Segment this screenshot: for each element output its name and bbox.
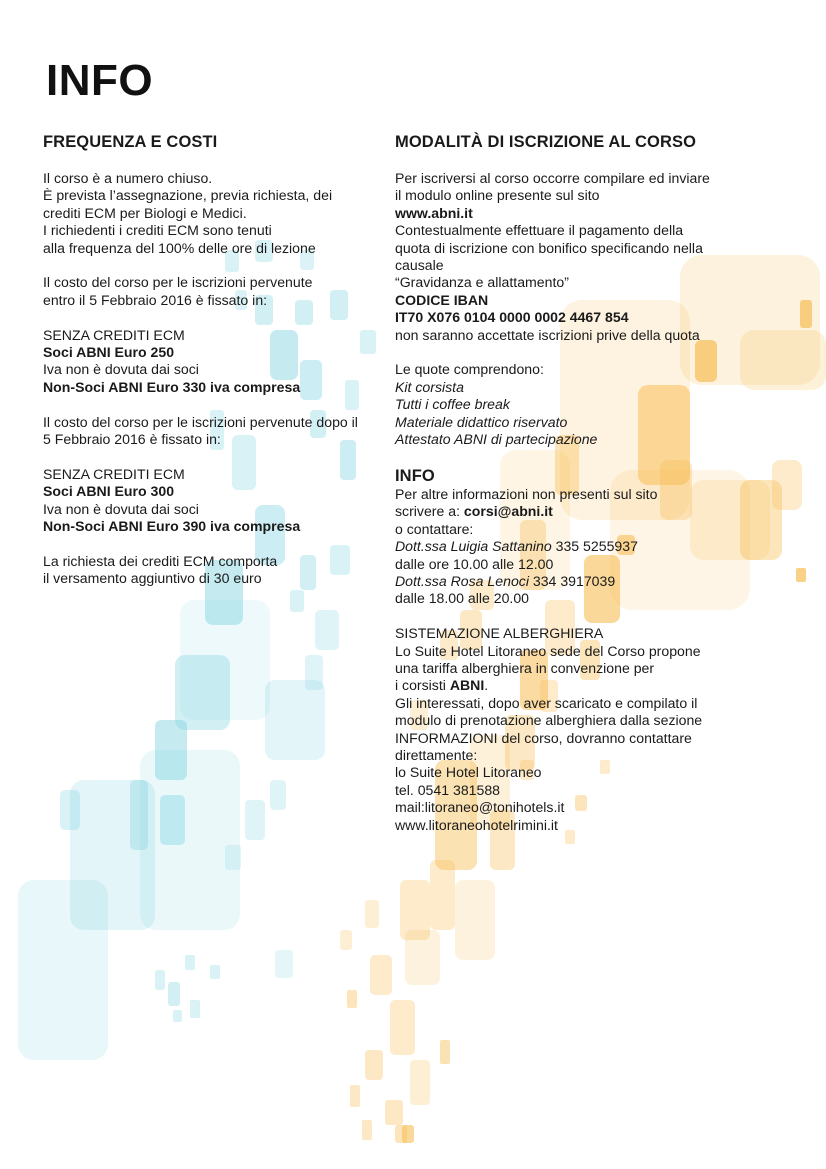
abni-dot: . [484,677,489,694]
email-link[interactable]: corsi@abni.it [463,503,553,520]
quote-intro: Le quote comprendono: [395,361,544,378]
or-contact: o contattare: [395,520,474,537]
no-quota-note: non saranno accettate iscrizioni prive della quota [395,326,700,343]
registration-line: Per iscriversi al corso occorre compilare ed inviare [395,170,710,186]
abni-name: ABNI [449,677,485,694]
payment-line: quota di iscrizione con bonifico specificando nella [395,239,703,256]
intro-line: crediti ECM per Biologi e Medici. [43,204,247,221]
cost-after-line: Il costo del corso per le iscrizioni pervenute dopo il [43,413,358,430]
hotel-name: lo Suite Hotel Litoraneo [395,764,542,781]
intro-line: È prevista l’assegnazione, previa richiesta, dei [43,187,333,204]
hotel-phone: tel. 0541 381588 [395,781,501,798]
payment-line: Contestualmente effettuare il pagamento della [395,222,684,239]
registration-line: il modulo online presente sul sito [395,187,600,204]
hotel-label: SISTEMAZIONE ALBERGHIERA [395,625,604,642]
soci-price: Soci ABNI Euro 300 [43,483,175,500]
intro-line: Il corso è a numero chiuso. [43,170,213,186]
iva-note: Iva non è dovuta dai soci [43,500,199,517]
contact-1-name: Dott.ssa Luigia Sattanino [395,538,552,555]
hotel-line: una tariffa alberghiera in convenzione per [395,659,655,676]
website-link[interactable]: www.abni.it [395,204,473,221]
iban-value: IT70 X076 0104 0000 0002 4467 854 [395,309,629,326]
non-soci-price: Non-Soci ABNI Euro 330 iva compresa [43,378,301,395]
payment-line: causale [395,257,444,274]
section-heading-info: INFO [395,466,435,485]
hotel-line: Lo Suite Hotel Litoraneo sede del Corso propone [395,642,701,659]
write-to-line [395,503,735,520]
contact-2-hours: dalle 18.00 alle 20.00 [395,590,530,607]
quote-item: Materiale didattico riservato [395,413,568,430]
cost-before-line: entro il 5 Febbraio 2016 è fissato in: [43,291,268,308]
page-title: INFO [46,56,154,105]
right-column [395,132,735,834]
ecm-note-line: il versamento aggiuntivo di 30 euro [43,570,262,587]
quote-item: Attestato ABNI di partecipazione [395,431,598,448]
quote-item: Kit corsista [395,378,464,395]
payment-line: “Gravidanza e allattamento” [395,274,569,291]
hotel-detail: modulo di prenotazione alberghiera dalla sezione [395,712,703,729]
left-column [43,132,383,588]
corsisti-label: i corsisti [395,677,450,694]
intro-line: I richiedenti i crediti ECM sono tenuti [43,222,272,239]
contact-2 [395,573,735,590]
section-heading-frequenza: FREQUENZA E COSTI [43,133,218,151]
cost-before-line: Il costo del corso per le iscrizioni pervenute [43,274,313,291]
ecm-note-line: La richiesta dei crediti ECM comporta [43,552,278,569]
contact-1 [395,538,735,555]
quote-item: Tutti i coffee break [395,396,510,413]
cost-after-line: 5 Febbraio 2016 è fissato in: [43,431,221,448]
info-line: Per altre informazioni non presenti sul sito [395,485,658,502]
hotel-detail: direttamente: [395,746,478,763]
hotel-email-link[interactable]: mail:litoraneo@tonihotels.it [395,799,565,816]
hotel-website-link[interactable]: www.litoraneohotelrimini.it [395,816,558,833]
iban-label: CODICE IBAN [395,291,489,308]
soci-price: Soci ABNI Euro 250 [43,344,175,361]
contact-2-name: Dott.ssa Rosa Lenoci [395,572,529,589]
no-ecm-label: SENZA CREDITI ECM [43,465,185,482]
non-soci-price: Non-Soci ABNI Euro 390 iva compresa [43,518,301,535]
contact-1-hours: dalle ore 10.00 alle 12.00 [395,555,554,572]
section-heading-iscrizione: MODALITÀ DI ISCRIZIONE AL CORSO [395,133,697,151]
contact-2-phone: 334 3917039 [528,572,616,589]
hotel-detail: Gli interessati, dopo aver scaricato e compilato il [395,694,698,711]
corsisti-line [395,677,735,694]
contact-1-phone: 335 5255937 [551,538,638,555]
intro-line: alla frequenza del 100% delle ore di lezione [43,239,316,256]
hotel-detail: INFORMAZIONI del corso, dovranno contattare [395,729,692,746]
iva-note: Iva non è dovuta dai soci [43,361,199,378]
write-to-label: scrivere a: [395,503,464,520]
no-ecm-label: SENZA CREDITI ECM [43,326,185,343]
